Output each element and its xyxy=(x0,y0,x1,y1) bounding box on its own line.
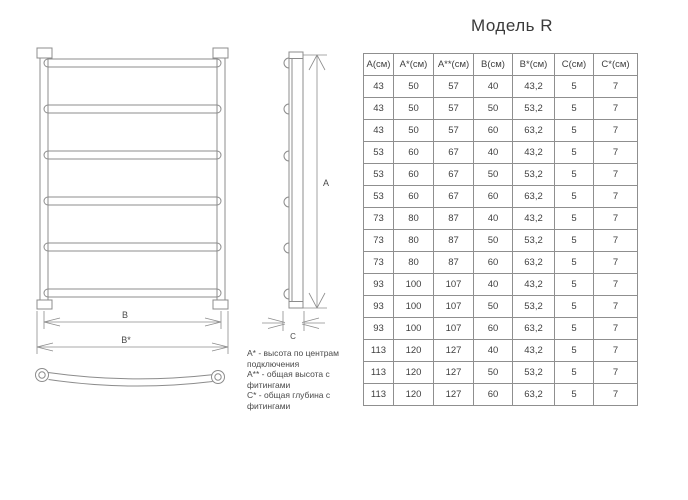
table-row xyxy=(364,186,638,208)
table-cell: 5 xyxy=(555,340,594,362)
table-cell: 50 xyxy=(474,362,513,384)
table-cell: 5 xyxy=(555,186,594,208)
legend-item: С* - общая глубина с фитингами xyxy=(247,390,331,411)
legend xyxy=(247,348,361,411)
dimension-b-label: B xyxy=(121,310,129,320)
table-cell: 53,2 xyxy=(513,362,555,384)
table-cell: 7 xyxy=(594,164,638,186)
table-cell: 60 xyxy=(474,186,513,208)
table-cell: 73 xyxy=(364,252,394,274)
table-cell: 50 xyxy=(394,76,434,98)
page-title: Модель R xyxy=(470,16,554,35)
table-cell: 7 xyxy=(594,98,638,120)
table-cell: 43,2 xyxy=(513,208,555,230)
table-cell: 60 xyxy=(474,384,513,406)
table-row xyxy=(364,318,638,340)
table-cell: 100 xyxy=(394,318,434,340)
table-cell: 7 xyxy=(594,120,638,142)
table-row xyxy=(364,252,638,274)
column-header: С(см) xyxy=(555,54,594,76)
table-row xyxy=(364,362,638,384)
table-cell: 57 xyxy=(434,76,474,98)
rung-end xyxy=(284,289,289,299)
table-row xyxy=(364,296,638,318)
table-row xyxy=(364,76,638,98)
table-cell: 73 xyxy=(364,208,394,230)
table-row xyxy=(364,230,638,252)
table-cell: 7 xyxy=(594,208,638,230)
table-cell: 53,2 xyxy=(513,296,555,318)
table-cell: 107 xyxy=(434,296,474,318)
table-cell: 7 xyxy=(594,76,638,98)
curved-rung-top-view xyxy=(36,369,225,387)
table-cell: 63,2 xyxy=(513,318,555,340)
table-cell: 7 xyxy=(594,318,638,340)
right-fitting-ring xyxy=(212,371,225,384)
table-cell: 5 xyxy=(555,142,594,164)
table-cell: 43,2 xyxy=(513,76,555,98)
table-cell: 57 xyxy=(434,98,474,120)
table-cell: 53 xyxy=(364,142,394,164)
table-cell: 43,2 xyxy=(513,274,555,296)
dimension-b xyxy=(44,310,221,329)
rung-end xyxy=(284,104,289,114)
table-cell: 63,2 xyxy=(513,186,555,208)
table-cell: 53,2 xyxy=(513,230,555,252)
rung-end xyxy=(284,58,289,68)
table-cell: 87 xyxy=(434,230,474,252)
table-cell: 73 xyxy=(364,230,394,252)
table-cell: 5 xyxy=(555,252,594,274)
rung xyxy=(44,289,221,297)
rung xyxy=(44,243,221,251)
rung xyxy=(44,151,221,159)
right-foot xyxy=(213,300,228,309)
table-cell: 67 xyxy=(434,142,474,164)
table-cell: 5 xyxy=(555,230,594,252)
table-cell: 5 xyxy=(555,318,594,340)
rung xyxy=(44,105,221,113)
dimension-a-label: A xyxy=(323,178,330,188)
table-row xyxy=(364,208,638,230)
radiator-front-view xyxy=(37,48,228,309)
table-cell: 7 xyxy=(594,340,638,362)
table-cell: 43 xyxy=(364,76,394,98)
column-header: А(см) xyxy=(364,54,394,76)
spec-table-body xyxy=(364,76,638,406)
rung-end xyxy=(284,197,289,207)
table-row xyxy=(364,142,638,164)
table-cell: 60 xyxy=(394,164,434,186)
table-cell: 40 xyxy=(474,208,513,230)
table-cell: 120 xyxy=(394,362,434,384)
table-cell: 53 xyxy=(364,186,394,208)
table-cell: 50 xyxy=(474,164,513,186)
table-cell: 7 xyxy=(594,230,638,252)
spec-table-header-row xyxy=(364,54,638,76)
table-cell: 50 xyxy=(474,230,513,252)
table-cell: 63,2 xyxy=(513,120,555,142)
table-cell: 87 xyxy=(434,208,474,230)
table-cell: 40 xyxy=(474,340,513,362)
table-cell: 113 xyxy=(364,362,394,384)
table-cell: 120 xyxy=(394,384,434,406)
table-cell: 80 xyxy=(394,252,434,274)
table-cell: 100 xyxy=(394,296,434,318)
column-header: В(см) xyxy=(474,54,513,76)
table-cell: 40 xyxy=(474,142,513,164)
dimension-b-star-label: B* xyxy=(121,335,131,345)
legend-item: А** - общая высота с фитингами xyxy=(247,369,330,390)
table-cell: 80 xyxy=(394,208,434,230)
table-cell: 120 xyxy=(394,340,434,362)
radiator-side-view xyxy=(284,52,303,308)
table-cell: 7 xyxy=(594,384,638,406)
table-cell: 5 xyxy=(555,164,594,186)
table-cell: 5 xyxy=(555,384,594,406)
column-header: А**(см) xyxy=(434,54,474,76)
table-cell: 43,2 xyxy=(513,142,555,164)
table-cell: 43 xyxy=(364,120,394,142)
table-cell: 63,2 xyxy=(513,384,555,406)
table-cell: 43 xyxy=(364,98,394,120)
table-cell: 5 xyxy=(555,296,594,318)
table-cell: 63,2 xyxy=(513,252,555,274)
table-row xyxy=(364,274,638,296)
table-cell: 100 xyxy=(394,274,434,296)
table-cell: 93 xyxy=(364,318,394,340)
dimension-a xyxy=(303,55,329,308)
table-cell: 53 xyxy=(364,164,394,186)
table-cell: 60 xyxy=(474,318,513,340)
table-cell: 67 xyxy=(434,164,474,186)
rung xyxy=(44,59,221,67)
left-fitting-ring xyxy=(36,369,49,382)
table-cell: 127 xyxy=(434,340,474,362)
table-cell: 60 xyxy=(394,142,434,164)
table-cell: 93 xyxy=(364,296,394,318)
left-post xyxy=(40,58,48,300)
table-cell: 93 xyxy=(364,274,394,296)
right-top-cap xyxy=(213,48,228,58)
table-cell: 80 xyxy=(394,230,434,252)
table-cell: 50 xyxy=(474,98,513,120)
table-cell: 107 xyxy=(434,318,474,340)
table-cell: 40 xyxy=(474,76,513,98)
left-top-cap xyxy=(37,48,52,58)
column-header: С*(см) xyxy=(594,54,638,76)
table-cell: 113 xyxy=(364,340,394,362)
table-cell: 53,2 xyxy=(513,98,555,120)
table-cell: 5 xyxy=(555,76,594,98)
table-row xyxy=(364,98,638,120)
table-cell: 87 xyxy=(434,252,474,274)
table-cell: 50 xyxy=(474,296,513,318)
table-cell: 7 xyxy=(594,362,638,384)
column-header: В*(см) xyxy=(513,54,555,76)
legend-item: А* - высота по центрам подключения xyxy=(247,348,340,369)
spec-table xyxy=(363,53,638,406)
table-cell: 113 xyxy=(364,384,394,406)
column-header: А*(см) xyxy=(394,54,434,76)
table-row xyxy=(364,384,638,406)
table-cell: 5 xyxy=(555,208,594,230)
dimension-c xyxy=(262,311,325,341)
table-cell: 57 xyxy=(434,120,474,142)
table-row xyxy=(364,120,638,142)
table-cell: 5 xyxy=(555,98,594,120)
table-cell: 50 xyxy=(394,98,434,120)
table-cell: 53,2 xyxy=(513,164,555,186)
table-cell: 107 xyxy=(434,274,474,296)
table-cell: 60 xyxy=(474,252,513,274)
dimension-c-label: C xyxy=(290,332,296,341)
table-cell: 50 xyxy=(394,120,434,142)
rung-end xyxy=(284,151,289,161)
left-foot xyxy=(37,300,52,309)
table-cell: 7 xyxy=(594,186,638,208)
table-cell: 60 xyxy=(474,120,513,142)
table-cell: 67 xyxy=(434,186,474,208)
table-cell: 5 xyxy=(555,274,594,296)
dimension-b-star xyxy=(37,311,228,354)
table-cell: 5 xyxy=(555,120,594,142)
right-post xyxy=(217,58,225,300)
table-cell: 43,2 xyxy=(513,340,555,362)
table-cell: 60 xyxy=(394,186,434,208)
table-cell: 127 xyxy=(434,384,474,406)
table-cell: 7 xyxy=(594,296,638,318)
rung xyxy=(44,197,221,205)
table-cell: 127 xyxy=(434,362,474,384)
side-post xyxy=(289,52,303,308)
table-cell: 40 xyxy=(474,274,513,296)
table-row xyxy=(364,164,638,186)
table-cell: 7 xyxy=(594,252,638,274)
table-cell: 7 xyxy=(594,274,638,296)
table-row xyxy=(364,340,638,362)
table-cell: 5 xyxy=(555,362,594,384)
rung-end xyxy=(284,243,289,253)
table-cell: 7 xyxy=(594,142,638,164)
